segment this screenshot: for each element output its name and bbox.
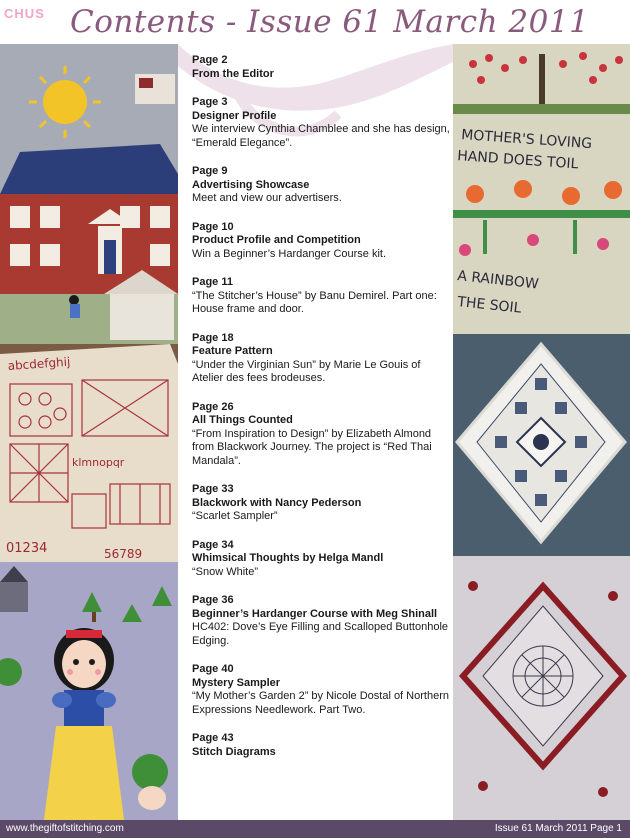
entry-description: Meet and view our advertisers. (192, 192, 342, 204)
footer (0, 820, 630, 838)
hardanger-image (453, 334, 630, 556)
entry-page: Page 34 (192, 538, 234, 551)
entry-description: “Under the Virginian Sun” by Marie Le Gouis of Atelier des fees brodeuses. (192, 358, 421, 384)
entry-title: Designer Profile (192, 109, 277, 122)
entry-title: Mystery Sampler (192, 676, 281, 689)
contents-entry-page-43[interactable] (192, 732, 453, 759)
entry-description: Win a Beginner’s Hardanger Course kit. (192, 247, 387, 260)
entry-page: Page 3 (192, 96, 228, 108)
contents-entry-page-36[interactable] (192, 594, 453, 648)
entry-description: We interview Cynthia Chamblee and she has design, “Emerald Elegance”. (192, 123, 450, 149)
entry-page: Page 9 (192, 165, 228, 177)
entry-page: Page 36 (192, 594, 234, 606)
page-title: Contents - Issue 61 March 2011 (70, 4, 590, 40)
contents-entry-page-40[interactable] (192, 663, 453, 717)
contents-entry-page-3[interactable] (192, 96, 453, 150)
entry-title: Stitch Diagrams (192, 745, 276, 758)
sampler-text-3: A RAINBOW (456, 268, 540, 293)
entry-page: Page 33 (192, 483, 234, 495)
entry-page: Page 26 (192, 400, 234, 413)
entry-description: “The Stitcher’s House” by Banu Demirel. Part one: House frame and door. (192, 289, 437, 315)
sampler-letters-2: klmnopqr (72, 456, 125, 469)
sampler-text-1: MOTHER'S LOVING (460, 127, 593, 153)
entry-page: Page 18 (192, 331, 234, 344)
contents-entry-page-26[interactable] (192, 401, 453, 469)
sampler-digits-2: 56789 (104, 547, 143, 561)
entry-page: Page 2 (192, 54, 228, 66)
contents-entry-page-11[interactable] (192, 276, 453, 317)
entry-description: “From Inspiration to Design” by Elizabeth Almond from Blackwork Journey. The project is “Red Thai Mandala”. (192, 427, 432, 467)
logo: CHUS (4, 6, 45, 21)
contents-entry-page-33[interactable] (192, 483, 453, 524)
contents-entry-page-2[interactable] (192, 54, 453, 81)
entry-page: Page 10 (192, 220, 234, 233)
entry-description: “Scarlet Sampler” (192, 510, 278, 522)
sampler-text-4: THE SOIL (456, 294, 523, 317)
entry-title: All Things Counted (192, 414, 293, 426)
blackwork-alphabet-image (0, 344, 178, 562)
mandala-image (453, 556, 630, 820)
entry-title: Beginner’s Hardanger Course with Meg Shinall (192, 607, 438, 620)
snow-white-image (0, 562, 178, 820)
website-link[interactable]: www.thegiftofstitching.com (6, 823, 124, 834)
entry-title: Whimsical Thoughts by Helga Mandl (192, 552, 384, 564)
entry-title: Feature Pattern (192, 345, 273, 357)
entry-description: “Snow White” (192, 565, 259, 578)
issue-page-label: Issue 61 March 2011 Page 1 (494, 823, 622, 834)
entry-title: Blackwork with Nancy Pederson (192, 496, 362, 509)
contents-entry-page-18[interactable] (192, 332, 453, 386)
entry-description: HC402: Dove’s Eye Filling and Scalloped Buttonhole Edging. (192, 621, 449, 647)
entry-title: From the Editor (192, 67, 274, 80)
contents-list (178, 44, 453, 820)
contents-entry-page-9[interactable] (192, 165, 453, 206)
entry-page: Page 11 (192, 276, 233, 288)
sampler-text-2: HAND DOES TOIL (456, 148, 579, 173)
mothers-garden-image (453, 44, 630, 334)
entry-title: Product Profile and Competition (192, 234, 361, 246)
sampler-digits: 01234 (6, 541, 48, 556)
sampler-letters: abcdefghij (7, 354, 71, 373)
entry-title: Advertising Showcase (192, 178, 310, 191)
stitched-house-image (0, 44, 178, 344)
entry-page: Page 40 (192, 663, 234, 675)
contents-entry-page-10[interactable] (192, 221, 453, 262)
contents-entry-page-34[interactable] (192, 539, 453, 580)
entry-description: “My Mother’s Garden 2” by Nicole Dostal of Northern Expressions Needlework. Part Two. (192, 690, 449, 716)
entry-page: Page 43 (192, 732, 234, 744)
header (0, 0, 630, 44)
